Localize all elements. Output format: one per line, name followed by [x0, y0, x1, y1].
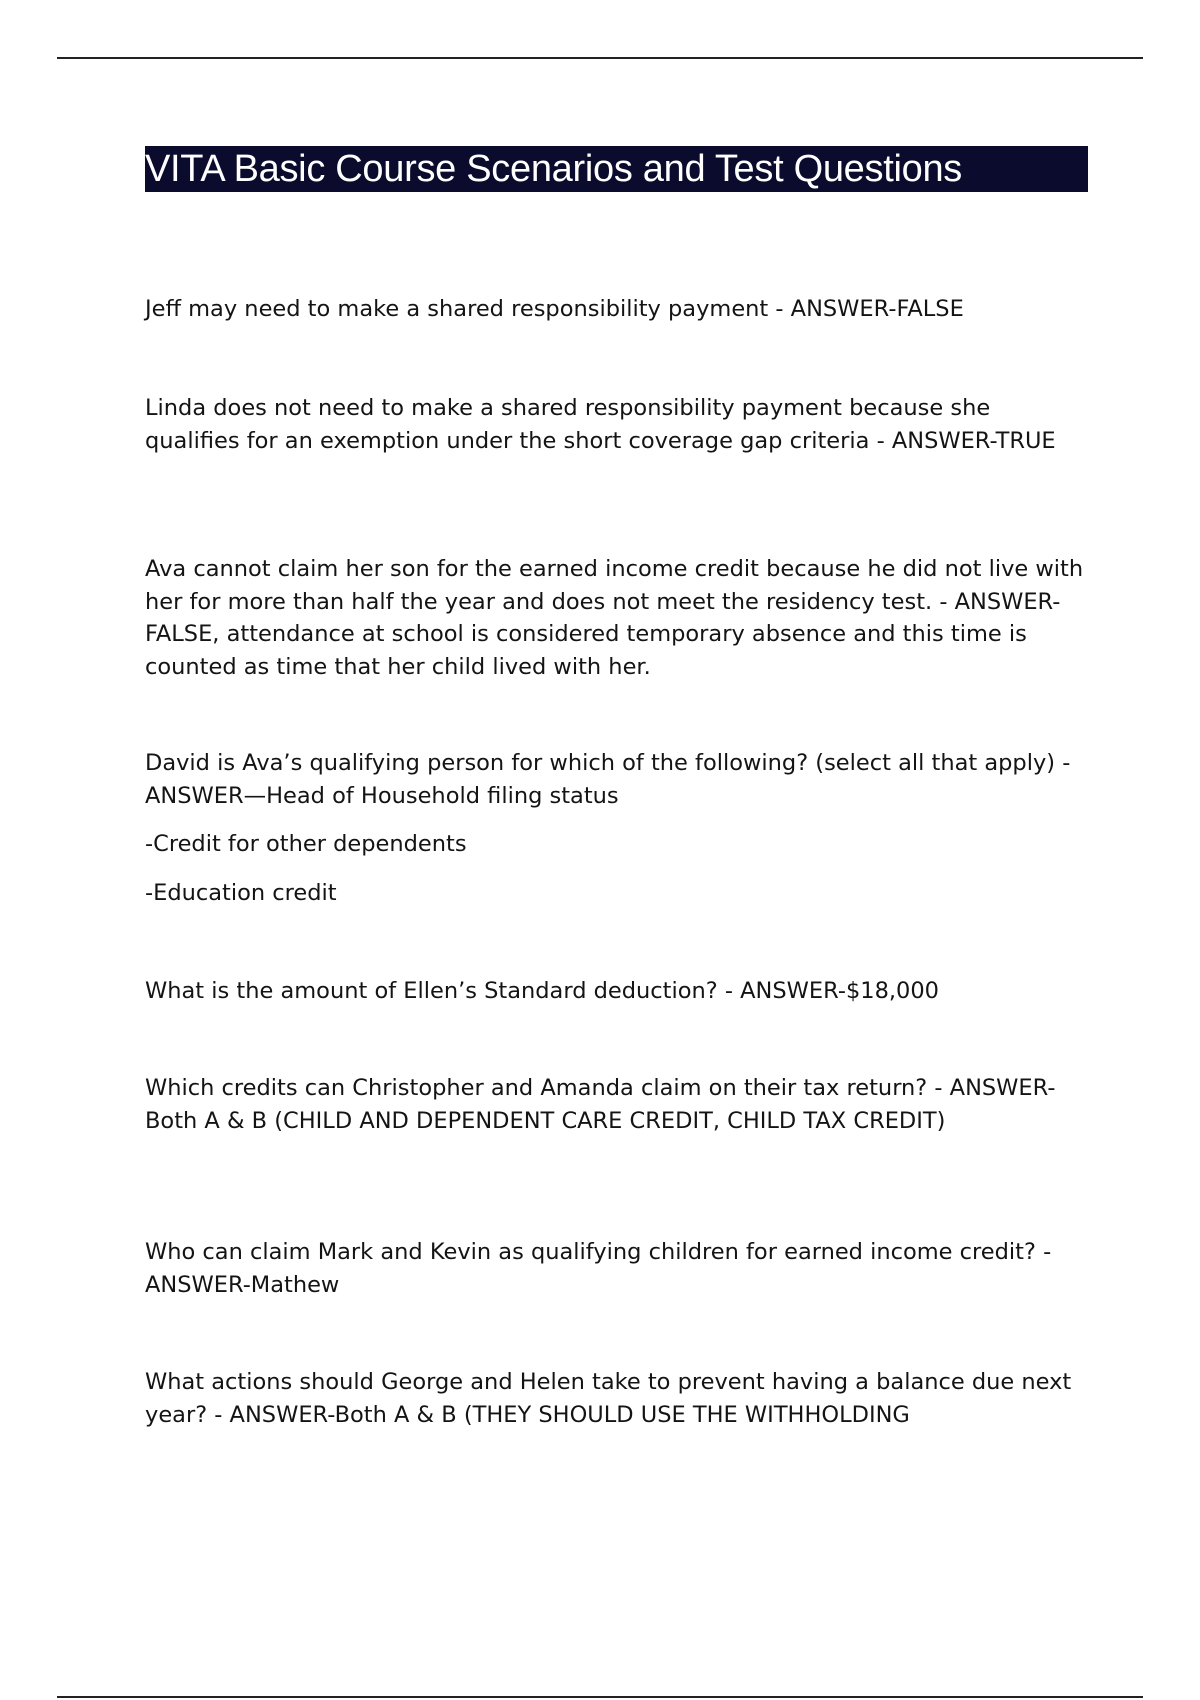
- bottom-rule: [57, 1696, 1143, 1698]
- qa-text: Which credits can Christopher and Amanda claim on their tax return? - ANSWER-Both A & B (CHILD AND DEPENDENT CARE CREDIT, CHILD TAX CREDIT): [145, 1075, 1056, 1134]
- qa-text: Who can claim Mark and Kevin as qualifying children for earned income credit? - ANSWER-Mathew: [145, 1239, 1052, 1298]
- qa-text: Ava cannot claim her son for the earned income credit because he did not live with her for more than half the year and does not meet the residency test. - ANSWER-FALSE, attendance at school is considered temporary absence and this time is counted as time that her child lived with her.: [145, 556, 1084, 680]
- qa-text: Jeff may need to make a shared responsibility payment - ANSWER-FALSE: [145, 296, 964, 322]
- qa-sub-item: -Credit for other dependents: [145, 831, 467, 857]
- qa-item-8: [145, 1366, 1090, 1431]
- qa-text: Linda does not need to make a shared responsibility payment because she qualifies for an exemption under the short coverage gap criteria - ANSWER-TRUE: [145, 395, 1056, 454]
- top-rule: [57, 57, 1143, 59]
- qa-text: What actions should George and Helen take to prevent having a balance due next year? - ANSWER-Both A & B (THEY SHOULD USE THE WITHHOLDING: [145, 1369, 1072, 1428]
- qa-item-7: [145, 1236, 1090, 1301]
- qa-item-2: [145, 392, 1090, 457]
- document-title: VITA Basic Course Scenarios and Test Questions: [145, 146, 1088, 192]
- qa-text: What is the amount of Ellen’s Standard deduction? - ANSWER-$18,000: [145, 978, 939, 1004]
- qa-item-5: [145, 975, 1090, 1008]
- qa-item-6: [145, 1072, 1090, 1137]
- qa-sub-item: -Education credit: [145, 879, 337, 906]
- qa-item-3: [145, 553, 1090, 683]
- qa-item-1: [145, 293, 1090, 326]
- qa-item-4: [145, 747, 1090, 909]
- qa-text: David is Ava’s qualifying person for which of the following? (select all that apply) - ANSWER—Head of Household filing status: [145, 750, 1071, 809]
